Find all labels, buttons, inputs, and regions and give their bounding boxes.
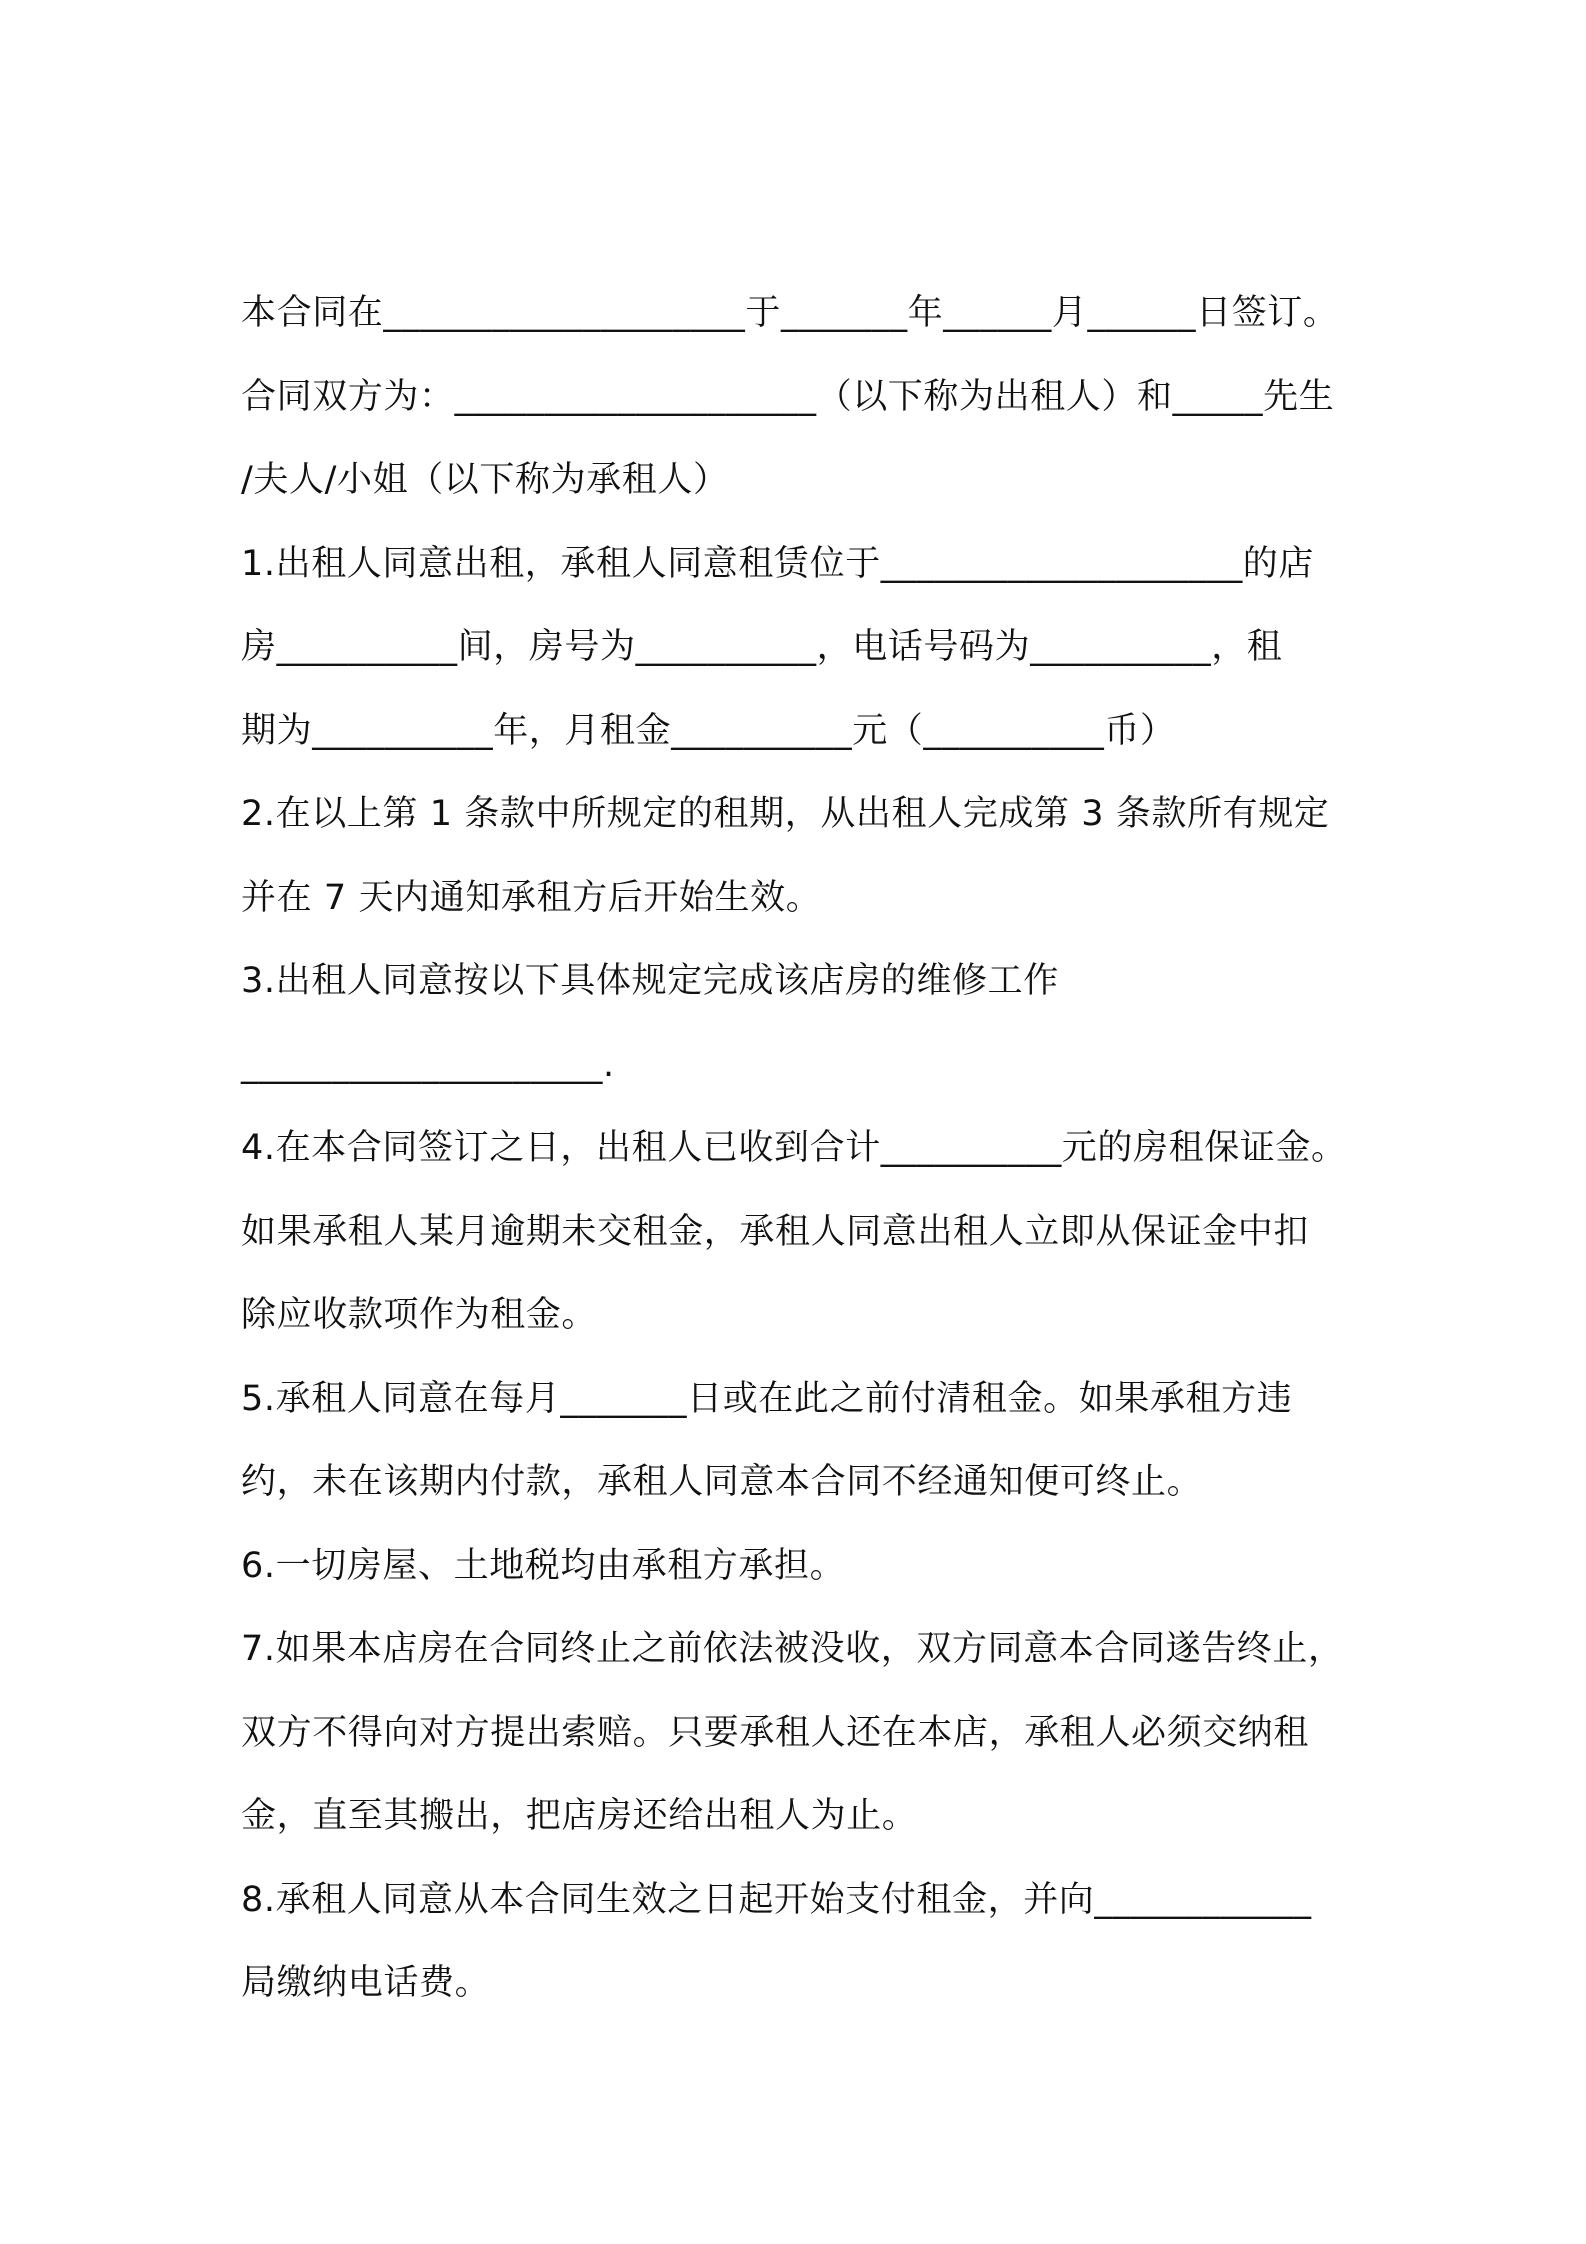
clause-4-line-1: 4.在本合同签订之日，出租人已收到合计__________元的房租保证金。: [241, 1128, 1347, 1168]
clause-5-line-1: 5.承租人同意在每月_______日或在此之前付清租金。如果承租方违: [241, 1378, 1293, 1419]
clause-3-line-1: 3.出租人同意按以下具体规定完成该店房的维修工作: [241, 961, 1059, 1001]
clause-2-line-1: 2.在以上第 1 条款中所规定的租期，从出租人完成第 3 条款所有规定: [241, 794, 1330, 834]
contract-body: [241, 272, 1381, 2026]
clause-1-line-1: 1.出租人同意出租，承租人同意租赁位于____________________的店: [241, 543, 1314, 584]
contract-line-parties: 合同双方为：____________________（以下称为出租人）和_____先生: [241, 376, 1335, 417]
clause-5-line-2: 约，未在该期内付款，承租人同意本合同不经通知便可终止。: [241, 1462, 1203, 1502]
clause-1-line-3: 期为__________年，月租金__________元（__________币）: [241, 710, 1176, 751]
clause-6-line-1: 6.一切房屋、土地税均由承租方承担。: [241, 1545, 846, 1586]
clause-8-line-2: 局缴纳电话费。: [241, 1963, 491, 2003]
contract-line-signing-place-date: 本合同在____________________于_______年______月______日签订。: [241, 293, 1339, 333]
clause-2-line-2: 并在 7 天内通知承租方后开始生效。: [241, 877, 822, 918]
clause-7-line-3: 金，直至其搬出，把店房还给出租人为止。: [241, 1796, 918, 1836]
clause-7-line-1: 7.如果本店房在合同终止之前依法被没收，双方同意本合同遂告终止，: [241, 1629, 1344, 1669]
clause-7-line-2: 双方不得向对方提出索赔。只要承租人还在本店，承租人必须交纳租: [241, 1712, 1310, 1753]
clause-3-line-2: ____________________.: [241, 1044, 615, 1085]
clause-4-line-2: 如果承租人某月逾期未交租金，承租人同意出租人立即从保证金中扣: [241, 1211, 1310, 1252]
contract-line-parties-cont: /夫人/小姐（以下称为承租人）: [241, 460, 729, 500]
clause-8-line-1: 8.承租人同意从本合同生效之日起开始支付租金，并向____________: [241, 1879, 1312, 1920]
clause-4-line-3: 除应收款项作为租金。: [241, 1295, 598, 1335]
clause-1-line-2: 房__________间，房号为__________，电话号码为__________，租: [241, 627, 1283, 667]
